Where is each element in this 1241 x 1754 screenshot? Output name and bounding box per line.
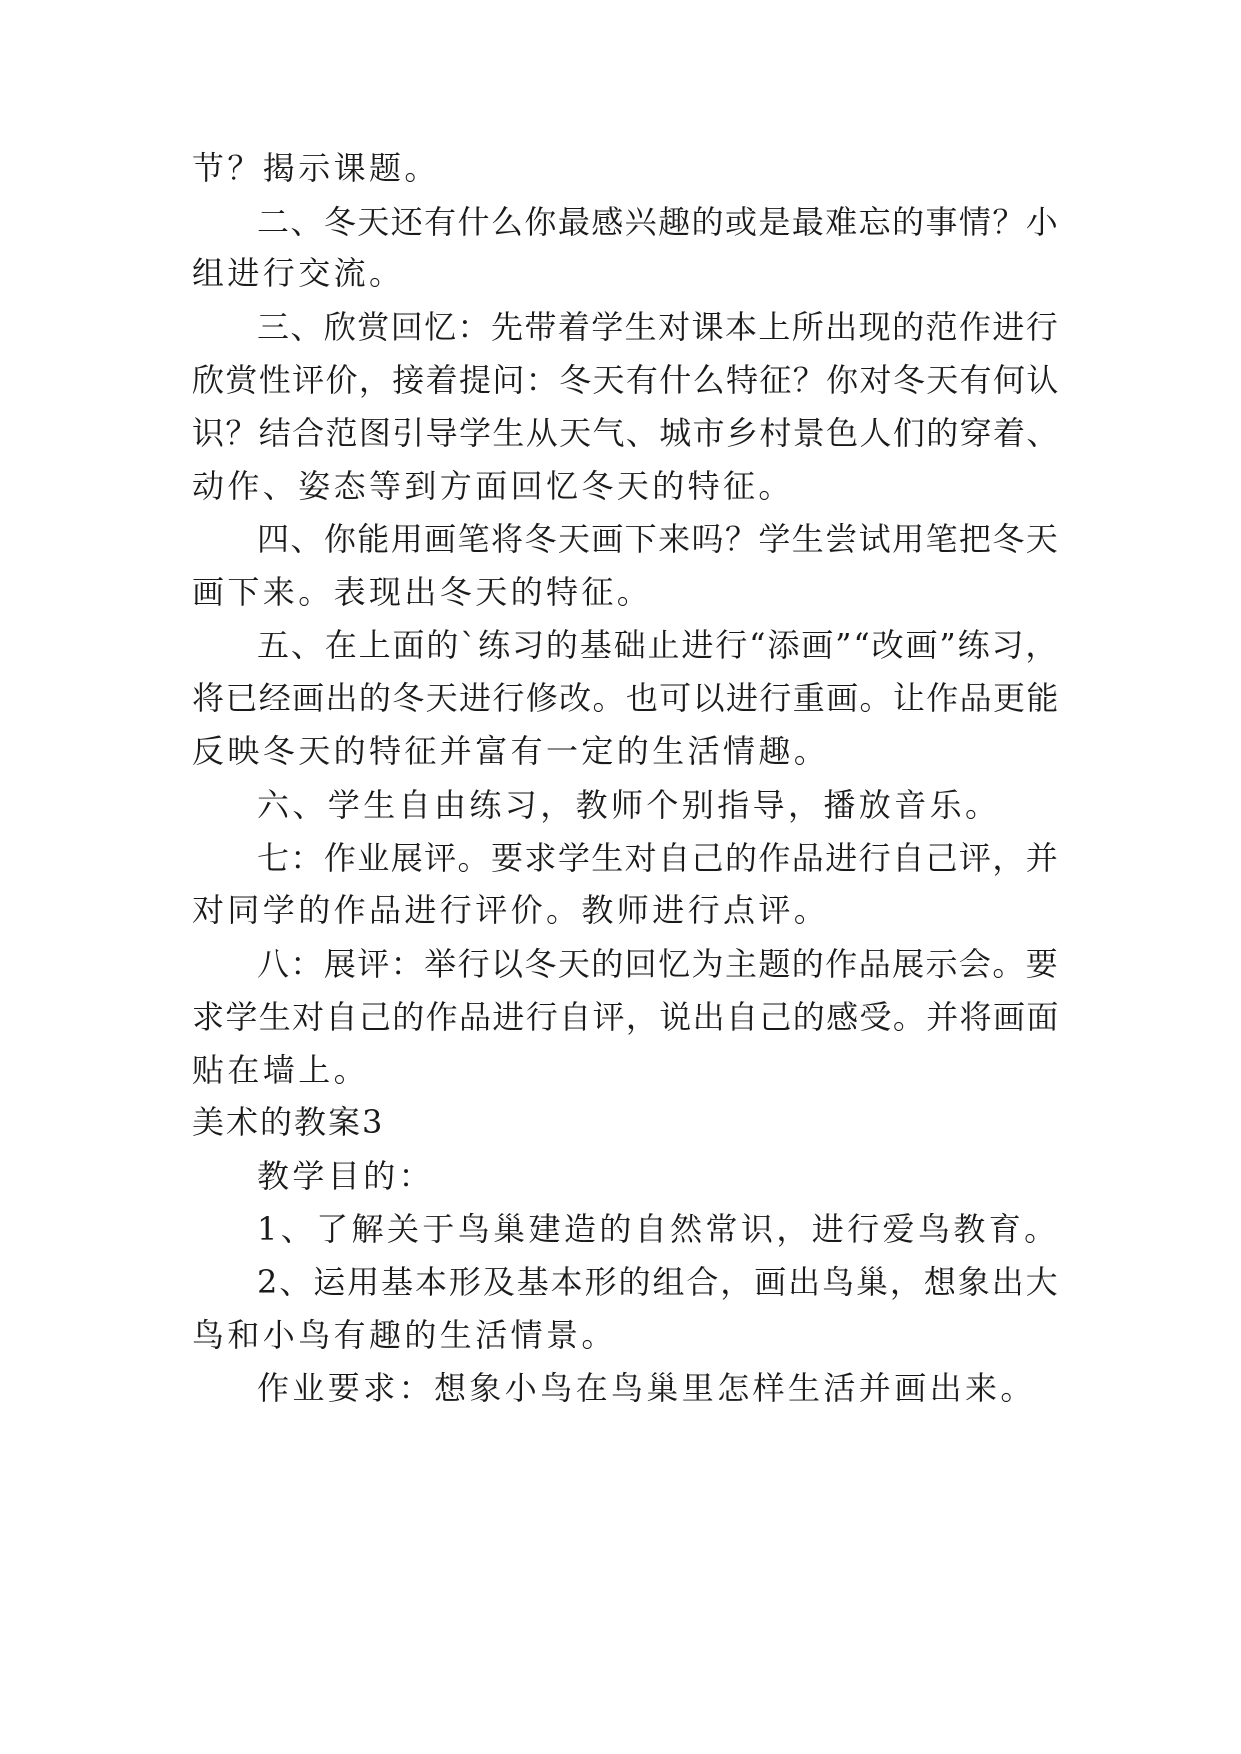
text-line: 二、冬天还有什么你最感兴趣的或是最难忘的事情？小 [257,203,1060,241]
text-line: 七：作业展评。要求学生对自己的作品进行自己评，并 [257,839,1060,877]
text-line: 教学目的： [257,1157,435,1195]
text-line: 2、运用基本形及基本形的组合，画出鸟巢，想象出大 [257,1263,1060,1301]
document-page [192,0,1062,1754]
text-line: 1、了解关于鸟巢建造的自然常识，进行爱鸟教育。 [257,1210,1060,1248]
text-line: 动作、姿态等到方面回忆冬天的特征。 [192,467,794,505]
text-line: 八：展评：举行以冬天的回忆为主题的作品展示会。要 [257,945,1060,983]
text-line: 反映冬天的特征并富有一定的生活情趣。 [192,732,830,770]
section-heading: 美术的教案3 [192,1103,385,1141]
text-line: 六、学生自由练习，教师个别指导，播放音乐。 [257,786,1001,824]
text-line: 识？结合范图引导学生从天气、城市乡村景色人们的穿着、 [192,414,1060,452]
text-line: 将已经画出的冬天进行修改。也可以进行重画。让作品更能 [192,679,1060,717]
text-line: 求学生对自己的作品进行自评，说出自己的感受。并将画面 [192,998,1060,1036]
text-line: 画下来。表现出冬天的特征。 [192,573,653,611]
text-line: 节？揭示课题。 [192,149,440,187]
text-line: 对同学的作品进行评价。教师进行点评。 [192,891,830,929]
text-line: 作业要求：想象小鸟在鸟巢里怎样生活并画出来。 [257,1369,1036,1407]
text-line: 组进行交流。 [192,254,405,292]
text-line: 五、在上面的`练习的基础止进行“添画”“改画”练习， [257,626,1060,664]
text-line: 欣赏性评价，接着提问：冬天有什么特征？你对冬天有何认 [192,361,1060,399]
text-line: 四、你能用画笔将冬天画下来吗？学生尝试用笔把冬天 [257,520,1060,558]
text-line: 鸟和小鸟有趣的生活情景。 [192,1316,617,1354]
text-line: 三、欣赏回忆：先带着学生对课本上所出现的范作进行 [257,308,1060,346]
text-line: 贴在墙上。 [192,1051,370,1089]
